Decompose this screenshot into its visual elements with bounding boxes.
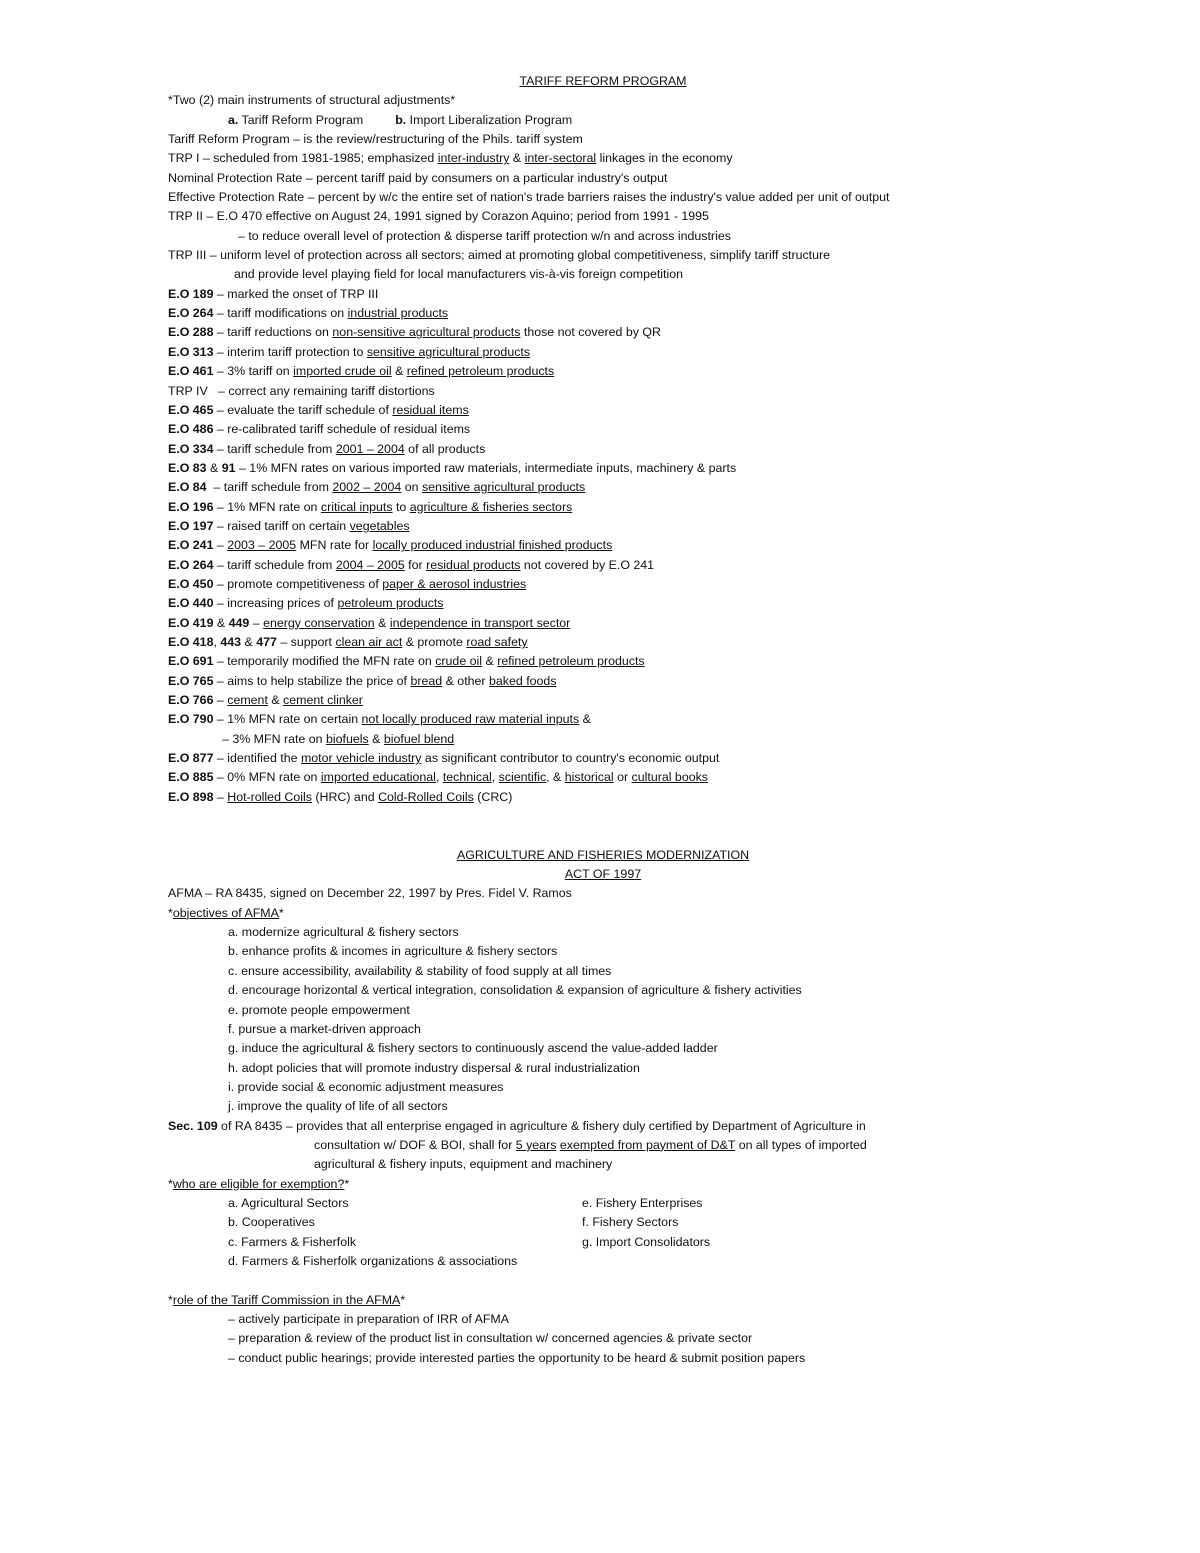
star-bullet: * — [344, 1176, 350, 1191]
eo-790 — [168, 710, 1028, 729]
title-text: ACT OF 1997 — [564, 867, 642, 882]
text: – percent tariff paid by consumers on a particular industry's output — [302, 170, 668, 185]
trp3-line1: TRP III – uniform level of protection across all sectors; aimed at promoting global competitiveness, simplify tariff structure — [168, 248, 831, 263]
eligible-row — [168, 1252, 1028, 1271]
underlined-text: 2003 – 2005 — [227, 538, 297, 553]
text: (HRC) and — [311, 789, 379, 804]
trp-title — [168, 72, 1028, 91]
document-page — [168, 72, 1028, 1368]
underlined-text: 2001 – 2004 — [335, 441, 405, 456]
objective-item: f. pursue a market-driven approach — [228, 1021, 421, 1036]
underlined-text: sensitive agricultural products — [421, 480, 586, 495]
instruments-heading — [168, 91, 1028, 110]
instruments-label: Two (2) main instruments of structural adjustments — [172, 93, 451, 108]
objective-item: h. adopt policies that will promote industry dispersal & rural industrialization — [228, 1060, 640, 1075]
eligible-item: d. Farmers & Fisherfolk organizations & associations — [228, 1253, 518, 1268]
item-letter: b. — [395, 112, 407, 127]
star-bullet: * — [168, 1292, 173, 1307]
text: & — [213, 615, 229, 630]
eo-885 — [168, 768, 1028, 787]
text: as significant contributor to country's economic output — [421, 751, 720, 766]
eo-486 — [168, 420, 1028, 439]
star-bullet: * — [278, 905, 284, 920]
text: – — [213, 789, 228, 804]
underlined-text: paper & aerosol industries — [382, 576, 527, 591]
underlined-text: imported crude oil — [293, 364, 392, 379]
eo-264-b — [168, 556, 1028, 575]
eo-766 — [168, 691, 1028, 710]
eo-number: E.O 885 — [168, 770, 214, 785]
eo-418-443-477 — [168, 633, 1028, 652]
instrument-a: Tariff Reform Program — [238, 112, 364, 127]
underlined-text: motor vehicle industry — [300, 751, 422, 766]
underlined-text: agriculture & fisheries sectors — [409, 499, 573, 514]
text: – tariff modifications on — [213, 306, 348, 321]
underlined-text: imported educational — [320, 770, 436, 785]
underlined-text: sensitive agricultural products — [366, 344, 531, 359]
eo-number: E.O 264 — [168, 557, 214, 572]
text: , — [435, 770, 443, 785]
underlined-text: cement — [227, 693, 268, 707]
eo-465 — [168, 401, 1028, 420]
heading-text: objectives of AFMA — [172, 905, 279, 920]
objective-item: a. modernize agricultural & fishery sectors — [228, 925, 459, 940]
star-bullet: * — [400, 1292, 406, 1307]
npr-line — [168, 169, 1028, 188]
underlined-text: vegetables — [349, 518, 410, 533]
text: – 1% MFN rate on — [213, 499, 321, 514]
eo-691 — [168, 652, 1028, 671]
text: – re-calibrated tariff schedule of residual items — [213, 422, 471, 437]
text: MFN rate for — [296, 538, 373, 553]
text: not covered by E.O 241 — [520, 557, 655, 572]
instrument-b: Import Liberalization Program — [406, 112, 573, 127]
eo-461 — [168, 362, 1028, 381]
text: – tariff schedule from — [206, 480, 333, 495]
eo-number: E.O 450 — [168, 576, 214, 591]
text: – — [249, 615, 264, 630]
underlined-text: critical inputs — [320, 499, 393, 514]
text: – percent by w/c the entire set of nation's trade barriers raises the industry's value added per unit of output — [304, 190, 890, 205]
underlined-text: biofuels — [325, 731, 369, 746]
text: to — [392, 499, 410, 514]
text: – 0% MFN rate on — [213, 770, 321, 785]
item-letter: a. — [228, 112, 239, 127]
text: & — [391, 364, 407, 379]
text: – — [213, 693, 228, 707]
role-item: – preparation & review of the product list in consultation w/ concerned agencies & private sector — [228, 1331, 753, 1346]
trp1-line — [168, 149, 1028, 168]
underlined-text: cultural books — [631, 770, 708, 785]
underlined-text: residual products — [426, 557, 521, 572]
section-spacer — [168, 807, 1028, 846]
eligible-row — [168, 1233, 1028, 1252]
text: & — [579, 712, 591, 727]
eo-number: E.O 189 — [168, 286, 214, 301]
eligible-item: f. Fishery Sectors — [582, 1215, 679, 1230]
eo-number: E.O 898 — [168, 789, 214, 804]
underlined-text: refined petroleum products — [406, 364, 555, 379]
objectives-heading — [168, 904, 1028, 923]
underlined-text: petroleum products — [337, 596, 444, 611]
eo-number: E.O 765 — [168, 673, 214, 688]
star-bullet: * — [168, 1176, 173, 1191]
heading-text: role of the Tariff Commission in the AFMA — [172, 1292, 401, 1307]
underlined-text: 5 years — [515, 1137, 557, 1152]
objective-item: d. encourage horizontal & vertical integration, consolidation & expansion of agriculture & fishery activities — [228, 983, 802, 998]
afma-title-line2 — [168, 865, 1028, 884]
eligible-item: e. Fishery Enterprises — [582, 1195, 703, 1210]
text: – 1% MFN rates on various imported raw materials, intermediate inputs, machinery & parts — [235, 460, 737, 475]
eo-898 — [168, 788, 1028, 807]
text: – aims to help stabilize the price of — [213, 673, 411, 688]
underlined-text: crude oil — [435, 654, 483, 669]
section-number: Sec. 109 — [168, 1118, 218, 1133]
eo-number: E.O 83 — [168, 460, 207, 475]
eligible-item: g. Import Consolidators — [582, 1234, 711, 1249]
title-text: AGRICULTURE AND FISHERIES MODERNIZATION — [456, 847, 750, 862]
objective-item: e. promote people empowerment — [228, 1002, 410, 1017]
text: – increasing prices of — [213, 596, 338, 611]
text: – tariff schedule from — [213, 441, 336, 456]
epr-line — [168, 188, 1028, 207]
text: of all products — [404, 441, 486, 456]
eo-450 — [168, 575, 1028, 594]
text: linkages in the economy — [596, 151, 733, 166]
text: , — [491, 770, 499, 785]
underlined-text: industrial products — [347, 306, 449, 321]
text: – temporarily modified the MFN rate on — [213, 654, 436, 669]
eo-number: E.O 264 — [168, 306, 214, 321]
eo-number: E.O 418 — [168, 634, 214, 649]
eo-number: E.O 196 — [168, 499, 214, 514]
eo-number: E.O 486 — [168, 422, 214, 437]
definition-text: – is the review/restructuring of the Phils. tariff system — [289, 132, 583, 147]
eo-number: E.O 461 — [168, 364, 214, 379]
text: – interim tariff protection to — [213, 344, 367, 359]
eo-number: E.O 877 — [168, 751, 214, 766]
eligible-item: c. Farmers & Fisherfolk — [228, 1234, 357, 1249]
eligible-row — [168, 1194, 1028, 1213]
text: & other — [442, 673, 489, 688]
term: Effective Protection Rate — [168, 190, 305, 205]
eo-197 — [168, 517, 1028, 536]
text: & — [267, 693, 284, 707]
text: & — [374, 615, 390, 630]
afma-intro: AFMA – RA 8435, signed on December 22, 1997 by Pres. Fidel V. Ramos — [168, 886, 572, 901]
trp-definition — [168, 130, 1028, 149]
underlined-text: locally produced industrial finished products — [372, 538, 613, 553]
sec-109-line1 — [168, 1117, 1028, 1136]
trp4-line: TRP IV – correct any remaining tariff distortions — [168, 383, 435, 398]
text: – promote competitiveness of — [213, 576, 383, 591]
text: on all types of imported — [735, 1137, 867, 1152]
eo-number: E.O 790 — [168, 712, 214, 727]
text: – tariff reductions on — [213, 325, 333, 340]
eo-189 — [168, 285, 1028, 304]
eo-number: E.O 440 — [168, 596, 214, 611]
underlined-text: inter-sectoral — [524, 151, 597, 166]
text: – 3% MFN rate on — [222, 731, 326, 746]
text: – marked the onset of TRP III — [213, 286, 379, 301]
eligible-item: a. Agricultural Sectors — [228, 1195, 349, 1210]
eo-number: E.O 313 — [168, 344, 214, 359]
eligible-heading — [168, 1175, 1028, 1194]
eo-84 — [168, 478, 1028, 497]
eo-number: E.O 419 — [168, 615, 214, 630]
term: Nominal Protection Rate — [168, 170, 303, 185]
eo-number: 477 — [256, 634, 277, 649]
underlined-text: historical — [564, 770, 614, 785]
star-bullet: * — [168, 905, 173, 920]
eo-number: E.O 197 — [168, 518, 214, 533]
underlined-text: not locally produced raw material inputs — [361, 712, 580, 727]
text: – 3% tariff on — [213, 364, 294, 379]
underlined-text: refined petroleum products — [497, 654, 645, 669]
text: (CRC) — [473, 789, 513, 804]
eo-288 — [168, 323, 1028, 342]
trp2-line2: – to reduce overall level of protection & disperse tariff protection w/n and across industries — [238, 228, 731, 243]
underlined-text: scientific — [498, 770, 547, 785]
eo-number: 443 — [220, 634, 242, 649]
underlined-text: road safety — [466, 634, 528, 649]
section-spacer — [168, 1271, 1028, 1290]
underlined-text: 2004 – 2005 — [335, 557, 405, 572]
eo-number: E.O 465 — [168, 402, 214, 417]
underlined-text: Cold-Rolled Coils — [378, 789, 474, 804]
underlined-text: biofuel blend — [383, 731, 455, 746]
eo-number: E.O 334 — [168, 441, 214, 456]
eligible-item: b. Cooperatives — [228, 1215, 315, 1230]
eo-number: E.O 241 — [168, 538, 214, 553]
role-item: – conduct public hearings; provide interested parties the opportunity to be heard & submit position papers — [228, 1350, 806, 1365]
text: , — [213, 634, 221, 649]
star-bullet: * — [450, 93, 456, 108]
afma-title-line1 — [168, 846, 1028, 865]
eo-83-91 — [168, 459, 1028, 478]
underlined-text: bread — [410, 673, 443, 688]
objective-item: g. induce the agricultural & fishery sectors to continuously ascend the value-added ladder — [228, 1041, 718, 1056]
text: for — [404, 557, 427, 572]
text: & — [368, 731, 384, 746]
eo-790-line2 — [168, 730, 1028, 749]
eo-440 — [168, 594, 1028, 613]
underlined-text: non-sensitive agricultural products — [332, 325, 521, 340]
eo-765 — [168, 672, 1028, 691]
text: & — [241, 634, 257, 649]
text: – identified the — [213, 751, 301, 766]
eo-877 — [168, 749, 1028, 768]
underlined-text: inter-industry — [437, 151, 510, 166]
text: TRP I – scheduled from 1981-1985; emphasized — [168, 151, 438, 166]
role-heading — [168, 1291, 1028, 1310]
text: – support — [276, 634, 336, 649]
underlined-text: clean air act — [335, 634, 403, 649]
text: consultation w/ DOF & BOI, shall for — [314, 1137, 516, 1152]
role-item: – actively participate in preparation of IRR of AFMA — [228, 1312, 509, 1326]
trp2-line1: TRP II – E.O 470 effective on August 24, 1991 signed by Corazon Aquino; period from 1991 - 1995 — [168, 209, 709, 224]
eo-number: E.O 691 — [168, 654, 214, 669]
heading-text: who are eligible for exemption? — [172, 1176, 345, 1191]
underlined-text: technical — [442, 770, 492, 785]
eo-264-a — [168, 304, 1028, 323]
text: – — [213, 538, 228, 553]
text: – tariff schedule from — [213, 557, 336, 572]
objective-item: b. enhance profits & incomes in agriculture & fishery sectors — [228, 944, 558, 959]
underlined-text: cement clinker — [283, 693, 363, 707]
eo-number: E.O 84 — [168, 480, 207, 495]
eo-196 — [168, 498, 1028, 517]
trp-title-text: TARIFF REFORM PROGRAM — [519, 74, 687, 88]
underlined-text: independence in transport sector — [389, 615, 571, 630]
underlined-text: energy conservation — [263, 615, 375, 630]
eo-334 — [168, 440, 1028, 459]
trp3-line2: and provide level playing field for local manufacturers vis-à-vis foreign competition — [234, 267, 684, 282]
eo-419-449 — [168, 614, 1028, 633]
text: , & — [546, 770, 565, 785]
text: – evaluate the tariff schedule of — [213, 402, 393, 417]
text: & — [509, 151, 525, 166]
text: & — [482, 654, 498, 669]
term: Tariff Reform Program — [168, 132, 290, 147]
underlined-text: Hot-rolled Coils — [227, 789, 312, 804]
eo-number: 91 — [221, 460, 236, 475]
eo-number: E.O 766 — [168, 693, 214, 707]
sec-109-line3: agricultural & fishery inputs, equipment and machinery — [314, 1157, 613, 1172]
text: – raised tariff on certain — [213, 518, 350, 533]
underlined-text: 2002 – 2004 — [332, 480, 402, 495]
text: on — [401, 480, 422, 495]
eo-313 — [168, 343, 1028, 362]
sec-109-line2 — [168, 1136, 1028, 1155]
text: of RA 8435 – provides that all enterprise engaged in agriculture & fishery duly certified by Department of Agriculture in — [217, 1118, 866, 1133]
underlined-text: baked foods — [489, 673, 557, 688]
eo-number: E.O 288 — [168, 325, 214, 340]
text: & — [206, 460, 222, 475]
text: – 1% MFN rate on certain — [213, 712, 362, 727]
star-bullet: * — [168, 93, 173, 108]
objective-item: i. provide social & economic adjustment measures — [228, 1079, 504, 1094]
text: & promote — [402, 634, 467, 649]
eo-number: 449 — [228, 615, 250, 630]
text: or — [613, 770, 632, 785]
instruments-list — [168, 111, 1028, 130]
text: those not covered by QR — [520, 325, 661, 340]
eo-241 — [168, 536, 1028, 555]
objective-item: j. improve the quality of life of all sectors — [228, 1099, 448, 1114]
eligible-row — [168, 1213, 1028, 1232]
underlined-text: exempted from payment of D&T — [559, 1137, 736, 1152]
objective-item: c. ensure accessibility, availability & stability of food supply at all times — [228, 963, 612, 978]
underlined-text: residual items — [392, 402, 469, 417]
